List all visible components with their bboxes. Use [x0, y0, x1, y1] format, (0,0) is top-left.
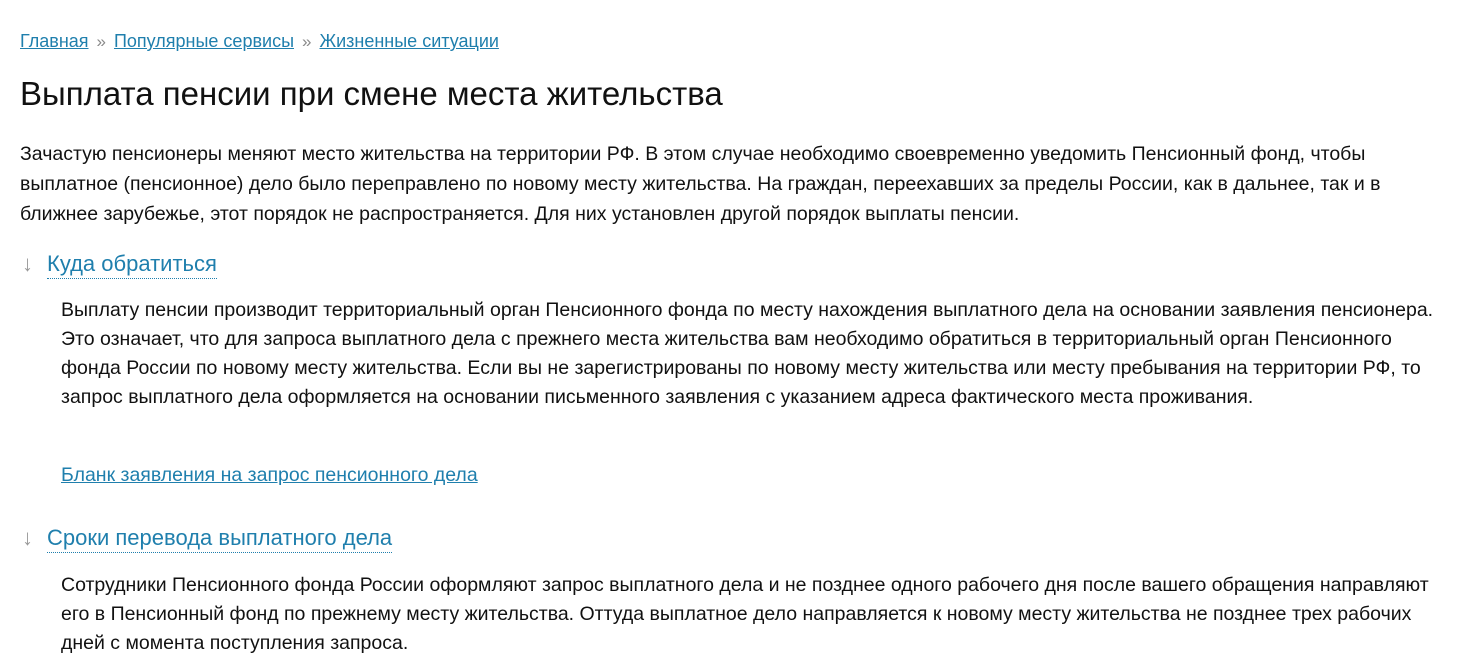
intro-paragraph: Зачастую пенсионеры меняют место жительства на территории РФ. В этом случае необходимо своевременно уведомить Пенсионный фонд, чтобы выплатное (пенсионное) дело было переправлено по новому месту жительства. На граждан, переехавших за пределы России, как в дальнее, так и в ближнее зарубежье, этот порядок не распространяется. Для них установлен другой порядок выплаты пенсии.: [20, 143, 1381, 225]
section-heading-where-to-apply[interactable]: [22, 250, 217, 279]
section-body-where-to-apply: Выплату пенсии производит территориальный орган Пенсионного фонда по месту нахождения выплатного дела на основании заявления пенсионера. Это означает, что для запроса выплатного дела с прежнего места жительства вам необходимо обратиться в территориальный орган Пенсионного фонда России по новому месту жительства. Если вы не зарегистрированы по новому месту жительства или месту пребывания на территории РФ, то запрос выплатного дела оформляется на основании письменного заявления с указанием адреса фактического места проживания.: [61, 299, 1434, 408]
breadcrumb-link-life-situations[interactable]: Жизненные ситуации: [319, 31, 499, 51]
breadcrumb-separator: »: [302, 32, 312, 51]
section-toggle-transfer-terms[interactable]: Сроки перевода выплатного дела: [47, 524, 392, 553]
section-body-transfer-terms: Сотрудники Пенсионного фонда России оформляют запрос выплатного дела и не позднее одного рабочего дня после вашего обращения направляют его в Пенсионный фонд по прежнему месту жительства. Оттуда выплатное дело направляется к новому месту жительства не позднее трех рабочих дней с момента поступления запроса.: [61, 574, 1429, 654]
breadcrumb-separator: »: [96, 32, 106, 51]
section-heading-transfer-terms[interactable]: [22, 524, 392, 553]
breadcrumb-link-home[interactable]: Главная: [20, 31, 89, 51]
arrow-down-icon: ↓: [22, 525, 33, 550]
breadcrumb-link-popular-services[interactable]: Популярные сервисы: [113, 31, 295, 51]
section-toggle-where-to-apply[interactable]: Куда обратиться: [47, 250, 217, 279]
page-title: Выплата пенсии при смене места жительства: [20, 75, 723, 112]
arrow-down-icon: ↓: [22, 251, 33, 276]
breadcrumb: [20, 30, 499, 53]
application-form-link[interactable]: Бланк заявления на запрос пенсионного дела: [61, 464, 478, 486]
